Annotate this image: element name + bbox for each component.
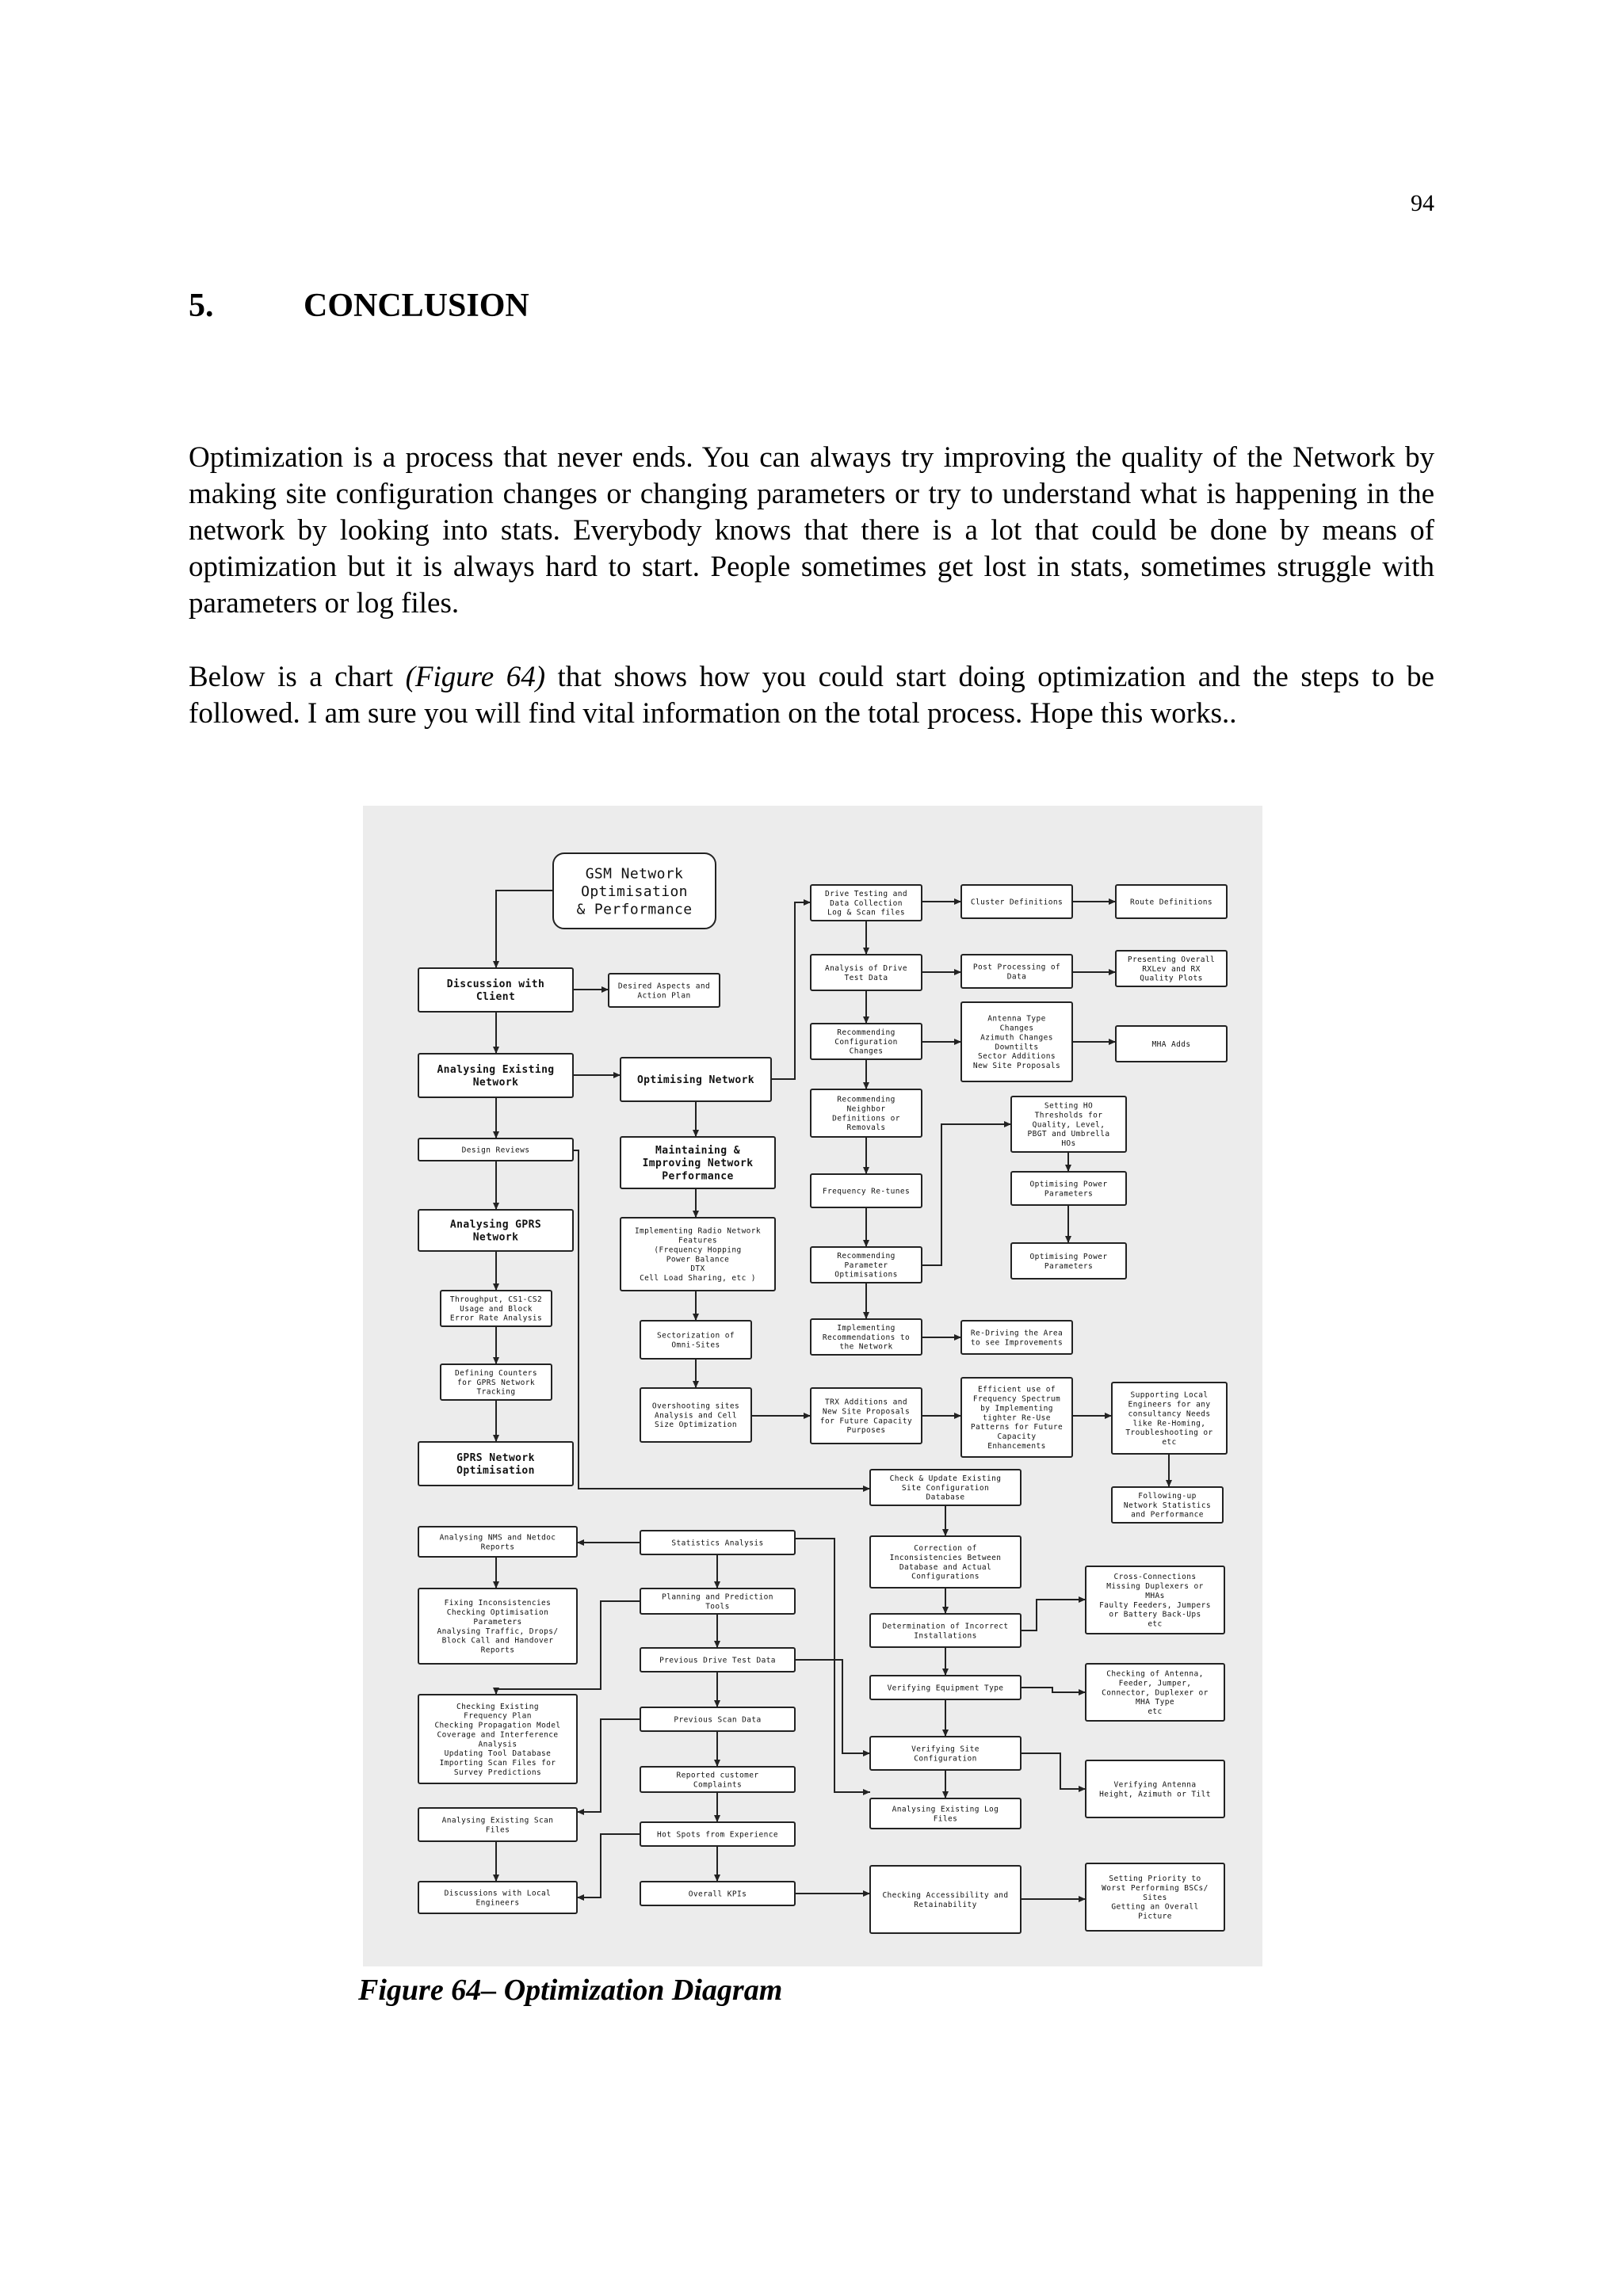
flowchart-node-verifying-site — [870, 1737, 1021, 1770]
node-label: Checking Existing — [456, 1702, 540, 1711]
flowchart-node-checking-existing — [418, 1695, 577, 1783]
node-label: Enhancements — [987, 1441, 1046, 1451]
node-label: Coverage and Interference — [437, 1730, 559, 1740]
section-title: CONCLUSION — [304, 288, 529, 324]
node-label: Defining Counters — [454, 1368, 538, 1378]
flowchart — [363, 806, 1262, 1966]
node-label: Patterns for Future — [970, 1423, 1064, 1432]
section-number: 5. — [189, 288, 214, 324]
flowchart-node-drive-testing — [811, 885, 922, 921]
node-label: Efficient use of — [978, 1385, 1056, 1394]
node-label: DTX — [690, 1264, 705, 1274]
node-label: MHAs — [1145, 1591, 1165, 1600]
flowchart-node-optimising — [621, 1058, 771, 1101]
flowchart-node-recommending-neighbor — [811, 1089, 922, 1137]
node-label: Overall KPIs — [688, 1890, 747, 1899]
node-label: Throughput, CS1-CS2 — [449, 1295, 543, 1304]
node-label: Analysing Existing Log — [892, 1805, 999, 1814]
node-label: Planning and Prediction — [662, 1592, 773, 1602]
node-label: Previous Scan Data — [674, 1715, 762, 1725]
node-label: for Future Capacity — [819, 1417, 913, 1426]
node-label: Power Balance — [666, 1255, 730, 1264]
node-label: Optimisations — [834, 1270, 898, 1280]
flowchart-node-analysing-existing — [418, 1054, 573, 1097]
flowchart-node-verifying-antenna — [1086, 1760, 1224, 1817]
flowchart-node-checking-antenna — [1086, 1664, 1224, 1721]
node-label: Definitions or — [832, 1114, 900, 1123]
node-label: Parameter — [844, 1261, 888, 1270]
flowchart-node-verifying-equipment — [870, 1676, 1021, 1699]
node-label: Client — [475, 991, 516, 1004]
node-label: Missing Duplexers or — [1106, 1582, 1204, 1592]
node-label: Changes — [999, 1024, 1034, 1033]
node-label: Frequency Plan — [464, 1711, 532, 1721]
figure-optimization-diagram — [363, 806, 1262, 1966]
node-label: etc — [1148, 1707, 1163, 1717]
node-label: the Network — [839, 1342, 893, 1352]
node-label: consultancy Needs — [1128, 1409, 1211, 1419]
flowchart-node-gprs-opt — [418, 1442, 573, 1486]
flowchart-node-overshooting — [640, 1388, 751, 1442]
node-label: Analysis and Cell — [654, 1411, 738, 1421]
node-label: Site Configuration — [901, 1483, 990, 1493]
flowchart-node-desired — [609, 974, 720, 1007]
node-label: Reported customer — [676, 1771, 759, 1780]
flowchart-node-analysis-drive — [811, 955, 922, 990]
node-label: & Performance — [576, 901, 693, 918]
node-label: Check & Update Existing — [889, 1474, 1002, 1483]
node-label: Configuration — [834, 1037, 898, 1047]
node-label: Optimising Power — [1029, 1180, 1108, 1189]
node-label: Verifying Antenna — [1113, 1780, 1197, 1790]
node-label: Determination of Incorrect — [882, 1622, 1009, 1631]
node-label: Capacity — [997, 1432, 1037, 1442]
node-label: Survey Predictions — [453, 1768, 542, 1777]
connector-arrow — [1021, 1753, 1086, 1789]
node-label: Analysing Traffic, Drops/ — [437, 1627, 559, 1636]
flowchart-node-cluster-defs — [961, 885, 1072, 918]
node-label: like Re-Homing, — [1132, 1419, 1206, 1428]
flowchart-node-redriving — [961, 1321, 1072, 1354]
node-label: Quality Plots — [1140, 974, 1203, 983]
connector-arrow — [922, 1124, 1011, 1265]
node-label: Recommending — [837, 1095, 896, 1104]
node-label: Previous Drive Test Data — [659, 1656, 776, 1665]
node-label: Removals — [846, 1123, 886, 1133]
node-label: Optimising Power — [1029, 1252, 1108, 1261]
flowchart-node-mha-adds — [1116, 1026, 1227, 1062]
flowchart-node-implementing-recs — [811, 1319, 922, 1355]
node-label: Downtilts — [995, 1043, 1039, 1052]
node-label: Connector, Duplexer or — [1102, 1688, 1209, 1698]
node-label: MHA Adds — [1151, 1039, 1191, 1049]
node-label: Network — [472, 1077, 519, 1089]
node-label: Correction of — [914, 1544, 977, 1554]
node-label: Data — [1006, 972, 1027, 982]
flowchart-node-discussion — [418, 968, 573, 1012]
node-label: New Site Proposals — [972, 1062, 1061, 1071]
flowchart-node-analysing-log — [870, 1798, 1021, 1829]
node-label: TRX Additions and — [824, 1398, 908, 1407]
flowchart-node-statistics-analysis — [640, 1531, 795, 1554]
flowchart-node-hot-spots — [640, 1822, 795, 1846]
node-label: Troubleshooting or — [1125, 1428, 1213, 1438]
node-label: Tools — [705, 1602, 730, 1611]
node-label: Checking Optimisation — [446, 1608, 549, 1618]
node-label: Parameters — [1044, 1189, 1094, 1199]
flowchart-node-previous-drive — [640, 1648, 795, 1672]
node-label: Network Statistics — [1123, 1501, 1212, 1510]
flowchart-node-planning — [640, 1589, 795, 1614]
flowchart-node-reported-complaints — [640, 1767, 795, 1792]
node-label: Verifying Equipment Type — [887, 1684, 1004, 1693]
node-label: Analysing GPRS — [449, 1219, 542, 1231]
flowchart-node-opt-power-2 — [1011, 1243, 1126, 1279]
node-label: Parameters — [473, 1617, 522, 1627]
node-label: Analysis — [478, 1740, 517, 1749]
node-label: Changes — [849, 1047, 884, 1056]
paragraph-rest: that shows how you could start doing optimization and the steps to be followed. I am sure you will find vital information on the total process. Hope this works.. — [189, 661, 1434, 730]
node-label: tighter Re-Use — [983, 1413, 1051, 1423]
node-label: Worst Performing BSCs/ — [1102, 1883, 1209, 1893]
node-label: and Performance — [1131, 1510, 1204, 1520]
node-label: Engineers for any — [1128, 1400, 1211, 1409]
flowchart-node-previous-scan — [640, 1707, 795, 1731]
flowchart-node-check-update — [870, 1470, 1021, 1505]
node-label: Network — [472, 1231, 519, 1244]
node-label: Thresholds for — [1034, 1111, 1103, 1120]
node-label: Optimising Network — [636, 1074, 755, 1087]
node-label: Cross-Connections — [1113, 1573, 1197, 1582]
connector-arrow — [771, 902, 811, 1079]
node-label: Overshooting sites — [651, 1402, 740, 1411]
node-label: GSM Network — [585, 865, 684, 883]
node-label: Configuration — [914, 1754, 977, 1764]
flowchart-node-fixing — [418, 1589, 577, 1664]
node-label: Configurations — [911, 1572, 980, 1581]
node-label: Files — [485, 1825, 510, 1835]
node-label: Action Plan — [637, 991, 691, 1001]
flowchart-node-presenting — [1116, 951, 1227, 986]
node-label: Installations — [914, 1631, 977, 1641]
flowchart-node-recommending-config — [811, 1024, 922, 1059]
node-label: Neighbor — [846, 1104, 886, 1114]
figure-reference: (Figure 64) — [405, 661, 546, 693]
node-label: Statistics Analysis — [671, 1539, 764, 1548]
flowchart-node-gsm — [553, 853, 716, 929]
node-label: Reports — [480, 1543, 515, 1552]
node-label: Design Reviews — [461, 1146, 530, 1155]
node-label: Checking Propagation Model — [434, 1721, 561, 1730]
node-label: Frequency Re-tunes — [822, 1187, 911, 1196]
node-label: Optimisation — [456, 1465, 535, 1478]
flowchart-node-cross-connections — [1086, 1566, 1224, 1634]
node-label: Cell Load Sharing, etc ) — [640, 1274, 756, 1283]
node-label: RXLev and RX — [1142, 964, 1201, 974]
flowchart-node-recommending-param — [811, 1247, 922, 1283]
flowchart-node-opt-power-1 — [1011, 1172, 1126, 1205]
node-label: Discussions with Local — [444, 1889, 552, 1898]
node-label: Getting an Overall — [1111, 1902, 1199, 1912]
flowchart-node-checking-accessibility — [870, 1866, 1021, 1933]
flowchart-node-implementing-radio — [621, 1218, 775, 1291]
node-label: Log & Scan files — [827, 908, 905, 917]
node-label: etc — [1162, 1438, 1177, 1447]
node-label: by Implementing — [980, 1404, 1053, 1413]
node-label: Fixing Inconsistencies — [444, 1599, 552, 1608]
node-label: PBGT and Umbrella — [1027, 1130, 1110, 1139]
node-label: or Battery Back-Ups — [1109, 1610, 1201, 1619]
figure-caption: Figure 64– Optimization Diagram — [358, 1974, 783, 2007]
node-label: Files — [933, 1814, 958, 1824]
flowchart-node-discussions-local — [418, 1882, 577, 1913]
node-label: Re-Driving the Area — [970, 1329, 1064, 1338]
flowchart-node-determination — [870, 1614, 1021, 1647]
flowchart-node-defining-counters — [441, 1364, 552, 1400]
node-label: Database and Actual — [899, 1562, 992, 1572]
connector-arrow — [1021, 1600, 1086, 1630]
node-label: Post Processing of — [972, 963, 1061, 972]
node-label: Faulty Feeders, Jumpers — [1099, 1600, 1211, 1610]
node-label: Block Call and Handover — [441, 1636, 554, 1646]
node-label: Purposes — [846, 1426, 886, 1436]
node-label: Height, Azimuth or Tilt — [1099, 1790, 1211, 1799]
node-label: Recommendations to — [822, 1333, 911, 1342]
paragraph-prefix: Below is a chart — [189, 661, 406, 693]
node-label: HOs — [1061, 1139, 1076, 1149]
node-label: Updating Tool Database — [444, 1749, 552, 1759]
flowchart-node-freq-retunes — [811, 1174, 922, 1207]
node-label: Inconsistencies Between — [889, 1553, 1002, 1562]
node-label: Picture — [1138, 1912, 1172, 1921]
flowchart-node-correction — [870, 1536, 1021, 1588]
node-label: Verifying Site — [911, 1745, 980, 1754]
node-label: Database — [926, 1493, 965, 1502]
node-label: Test Data — [844, 973, 888, 982]
node-label: Usage and Block — [460, 1304, 533, 1314]
node-label: Azimuth Changes — [980, 1033, 1053, 1043]
flowchart-node-setting-ho — [1011, 1097, 1126, 1152]
node-label: Supporting Local — [1130, 1390, 1209, 1400]
flowchart-node-trx-additions — [811, 1388, 922, 1444]
node-label: Reports — [480, 1646, 515, 1655]
node-label: Optimisation — [581, 883, 688, 900]
node-label: Antenna Type — [987, 1014, 1046, 1024]
node-label: Presenting Overall — [1127, 955, 1216, 964]
node-label: Data Collection — [830, 898, 903, 908]
paragraph: Optimization is a process that never ends. You can always try improving the quality of the Network by making site configuration changes or changing parameters or try to understand what is happening in the network by looking into stats. Everybody knows that there is a lot that could be done by means of optimization but it is always hard to start. People sometimes get lost in stats, sometimes struggle with parameters or log files. — [189, 441, 1434, 620]
flowchart-node-post-processing — [961, 955, 1072, 988]
node-label: to see Improvements — [970, 1338, 1064, 1348]
flowchart-node-supporting-local — [1112, 1383, 1227, 1454]
node-label: Size Optimization — [654, 1421, 738, 1430]
flowchart-node-antenna-type — [961, 1002, 1072, 1081]
node-label: Retainability — [914, 1900, 977, 1909]
connector-arrow — [1021, 1688, 1086, 1692]
node-label: Drive Testing and — [824, 889, 908, 898]
node-label: Analysing Existing Scan — [441, 1816, 554, 1825]
node-label: Quality, Level, — [1032, 1120, 1106, 1130]
connector-arrow — [496, 891, 553, 968]
flowchart-node-overall-kpis — [640, 1882, 795, 1905]
node-label: Implementing Radio Network — [634, 1226, 762, 1236]
node-label: Features — [678, 1236, 717, 1245]
node-label: Frequency Spectrum — [972, 1394, 1061, 1404]
connector-arrow — [577, 1834, 640, 1897]
flowchart-node-maintaining — [621, 1137, 775, 1188]
node-label: Performance — [662, 1170, 734, 1183]
node-label: Sector Additions — [978, 1052, 1056, 1062]
node-label: Implementing — [837, 1323, 896, 1333]
node-label: Following-up — [1138, 1491, 1197, 1501]
node-label: Sites — [1143, 1893, 1167, 1902]
node-label: Recommending — [837, 1251, 896, 1261]
node-label: Parameters — [1044, 1261, 1094, 1271]
node-label: Improving Network — [642, 1158, 754, 1170]
section-heading — [189, 287, 529, 325]
node-label: Hot Spots from Experience — [657, 1830, 778, 1840]
node-label: Maintaining & — [655, 1144, 740, 1157]
node-label: New Site Proposals — [822, 1407, 911, 1417]
flowchart-node-setting-priority — [1086, 1863, 1224, 1931]
node-label: Importing Scan Files for — [439, 1759, 556, 1768]
node-label: Desired Aspects and — [617, 982, 711, 991]
flowchart-node-sectorization — [640, 1321, 751, 1359]
node-label: Cluster Definitions — [970, 898, 1064, 907]
paragraph — [189, 659, 1434, 732]
node-label: Setting Priority to — [1109, 1875, 1201, 1884]
node-label: Omni-Sites — [671, 1341, 720, 1350]
node-label: Recommending — [837, 1028, 896, 1037]
node-label: GPRS Network — [456, 1451, 535, 1464]
flowchart-node-route-defs — [1116, 885, 1227, 918]
node-label: Analysing Existing — [437, 1063, 555, 1076]
flowchart-node-analysing-scan — [418, 1808, 577, 1841]
flowchart-node-throughput — [441, 1291, 552, 1326]
connector-arrow — [577, 1719, 640, 1812]
node-label: Analysing NMS and Netdoc — [439, 1533, 556, 1543]
node-label: Complaints — [693, 1780, 743, 1790]
page-number: 94 — [1411, 190, 1434, 216]
node-label: MHA Type — [1136, 1698, 1174, 1707]
node-label: Error Rate Analysis — [449, 1314, 543, 1323]
flowchart-node-efficient-use — [961, 1378, 1072, 1457]
node-label: Tracking — [476, 1387, 516, 1397]
node-label: Checking Accessibility and — [882, 1890, 1009, 1900]
flowchart-node-following-up — [1112, 1487, 1223, 1523]
node-label: Engineers — [475, 1898, 520, 1908]
node-label: for GPRS Network — [457, 1378, 535, 1387]
node-label: (Frequency Hopping — [654, 1245, 742, 1255]
flowchart-node-design-reviews — [418, 1138, 573, 1161]
node-label: Setting HO — [1044, 1101, 1094, 1111]
node-label: Route Definitions — [1129, 898, 1213, 907]
node-label: Sectorization of — [657, 1331, 735, 1341]
node-label: Checking of Antenna, — [1106, 1669, 1204, 1679]
node-label: etc — [1148, 1619, 1163, 1629]
node-label: Discussion with — [446, 978, 545, 990]
node-label: Feeder, Jumper, — [1118, 1679, 1192, 1688]
connector-arrow — [795, 1660, 870, 1753]
flowchart-node-analysing-nms — [418, 1527, 577, 1557]
node-label: Analysis of Drive — [824, 963, 908, 973]
flowchart-node-analysing-gprs — [418, 1210, 573, 1251]
